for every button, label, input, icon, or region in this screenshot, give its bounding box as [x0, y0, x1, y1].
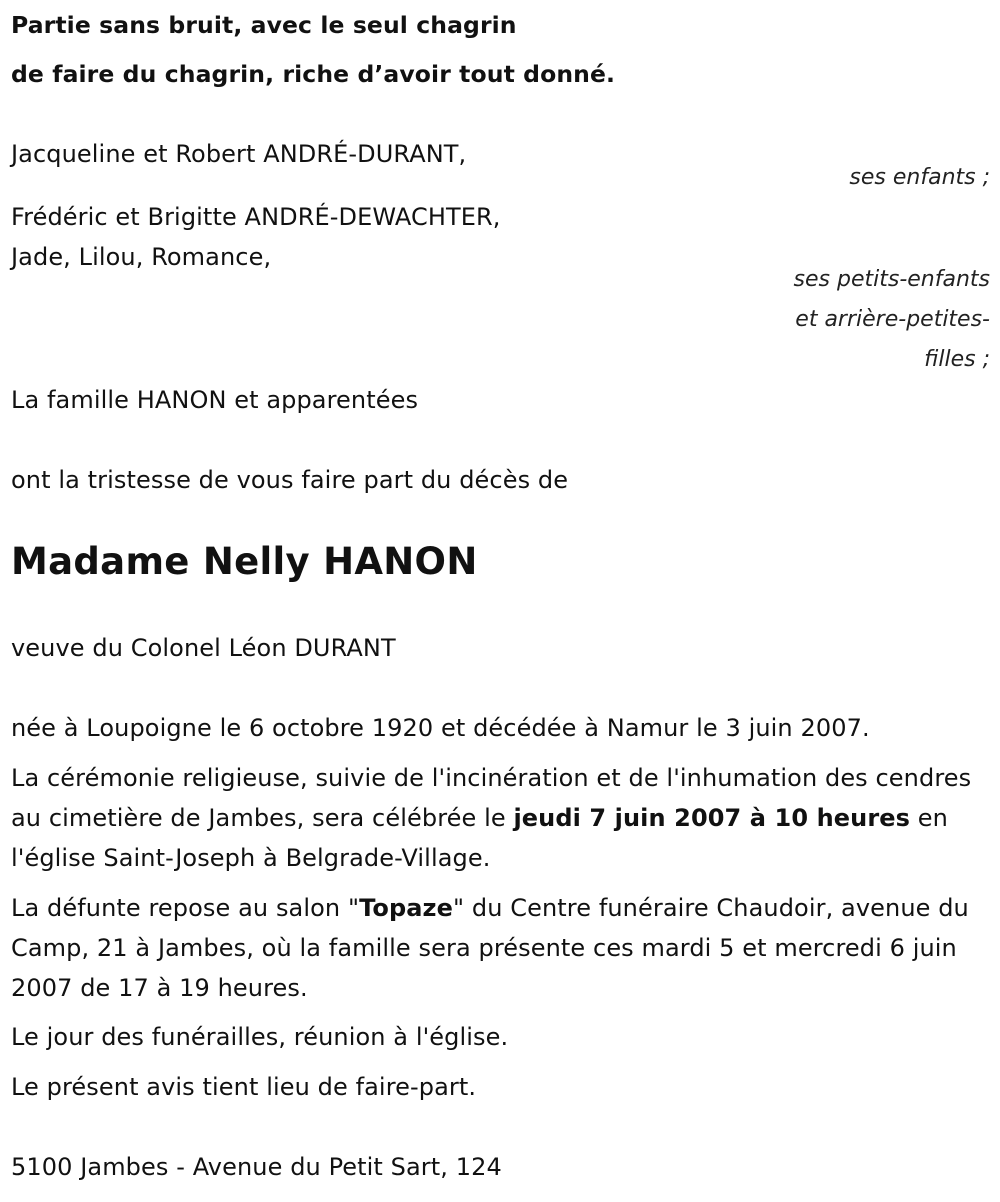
epigraph-line-1: Partie sans bruit, avec le seul chagrin [11, 11, 517, 39]
ceremony-text-before: La cérémonie religieuse, suivie de l'incinération et de l'inhumation des cendres au cimetière de Jambes, sera célébrée le [11, 764, 972, 832]
address: 5100 Jambes - Avenue du Petit Sart, 124 [11, 1153, 502, 1181]
notice-text: Le présent avis tient lieu de faire-part. [11, 1073, 477, 1101]
deceased-name: Madame Nelly HANON [11, 540, 478, 583]
grandchildren-names: Frédéric et Brigitte ANDRÉ-DEWACHTER, [11, 203, 501, 231]
birth-death: née à Loupoigne le 6 octobre 1920 et décédée à Namur le 3 juin 2007. [11, 714, 870, 742]
visitation-text-before: La défunte repose au salon " [11, 894, 360, 922]
ceremony-date-time: jeudi 7 juin 2007 à 10 heures [513, 804, 911, 832]
deceased-relation: veuve du Colonel Léon DURANT [11, 634, 396, 662]
grandchildren-role-line-2: et arrière-petites- [795, 307, 990, 332]
children-names: Jacqueline et Robert ANDRÉ-DURANT, [11, 140, 467, 168]
funeral-meeting: Le jour des funérailles, réunion à l'église. [11, 1023, 509, 1051]
epigraph-line-2: de faire du chagrin, riche d’avoir tout donné. [11, 60, 616, 88]
children-role: ses enfants ; [849, 165, 990, 190]
grandchildren-role-line-1: ses petits-enfants [793, 267, 990, 292]
great-grandchildren-names: Jade, Lilou, Romance, [11, 243, 272, 271]
grandchildren-role-line-3: filles ; [924, 347, 990, 372]
ceremony-text-after: en l'église Saint-Joseph à Belgrade-Village. [11, 804, 948, 872]
ceremony-paragraph [11, 758, 986, 878]
announcement: ont la tristesse de vous faire part du décès de [11, 466, 569, 494]
visitation-paragraph [11, 888, 986, 1008]
visitation-text-after: " du Centre funéraire Chaudoir, avenue du Camp, 21 à Jambes, où la famille sera présente ces mardi 5 et mercredi 6 juin 2007 de 17 à 19 heures. [11, 894, 969, 1002]
visitation-salon: Topaze [359, 894, 453, 922]
extended-family: La famille HANON et apparentées [11, 386, 419, 414]
